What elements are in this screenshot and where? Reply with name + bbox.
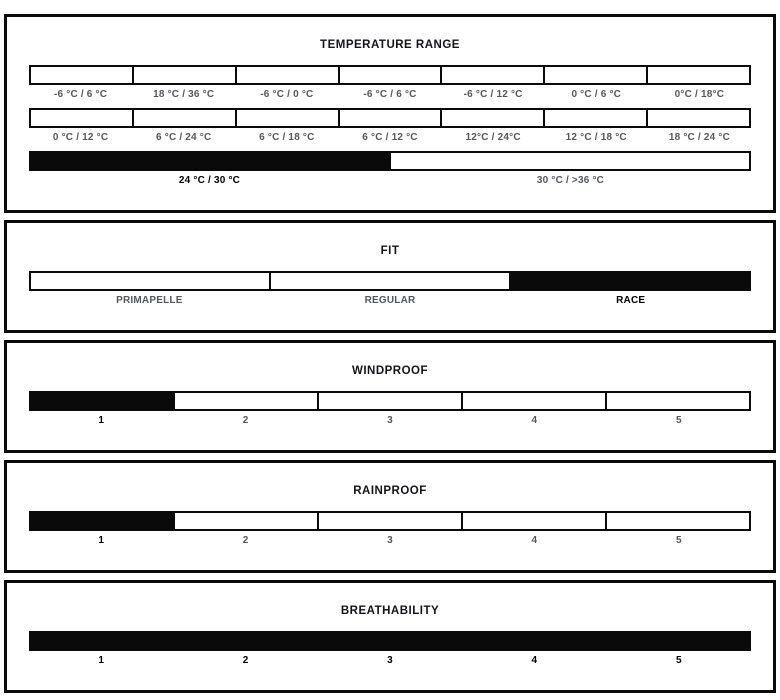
scale-cell-label: -6 °C / 12 °C bbox=[463, 89, 523, 100]
scale-cell-label: 3 bbox=[387, 535, 393, 546]
scale-cell-label: 3 bbox=[387, 655, 393, 666]
scale-cell-label: RACE bbox=[616, 295, 646, 306]
scale-cell-label: 4 bbox=[531, 655, 538, 666]
scale-cell bbox=[29, 108, 134, 128]
scale-cell-label: 12 °C / 18 °C bbox=[565, 132, 627, 143]
scale-cell-label: 4 bbox=[531, 415, 538, 426]
section-title: BREATHABILITY bbox=[340, 605, 440, 617]
scale-cell-selected bbox=[605, 631, 751, 651]
scale-cell-label: 1 bbox=[98, 535, 105, 546]
scale-cell bbox=[29, 65, 134, 85]
scale-labels bbox=[29, 89, 751, 101]
scale-cell-selected bbox=[173, 631, 319, 651]
scale-cell bbox=[440, 65, 545, 85]
scale-labels bbox=[29, 655, 751, 667]
scale-cell-label: 2 bbox=[242, 415, 249, 426]
scale-cell-label: 2 bbox=[242, 655, 249, 666]
scale-cell-label: PRIMAPELLE bbox=[116, 295, 183, 306]
scale-cell-selected bbox=[29, 511, 175, 531]
scale-cell bbox=[317, 391, 463, 411]
scale-cell bbox=[132, 65, 237, 85]
scale-cell-label: 1 bbox=[98, 415, 105, 426]
scale-cell-selected bbox=[509, 271, 751, 291]
scale-cell bbox=[29, 271, 271, 291]
scale-cell-label: 30 °C / >36 °C bbox=[536, 175, 605, 186]
scale-bar bbox=[29, 108, 751, 128]
section-fit bbox=[4, 220, 776, 333]
scale-labels bbox=[29, 132, 751, 144]
scale-labels bbox=[29, 295, 751, 307]
section-breathability bbox=[4, 580, 776, 693]
scale-rows bbox=[7, 391, 773, 450]
scale-bar bbox=[29, 511, 751, 531]
scale-cell-selected bbox=[317, 631, 463, 651]
scale-cell-label: 5 bbox=[675, 655, 682, 666]
section-windproof bbox=[4, 340, 776, 453]
scale-cell bbox=[132, 108, 237, 128]
scale-cell bbox=[543, 108, 648, 128]
scale-cell-label: 18 °C / 24 °C bbox=[668, 132, 730, 143]
scale-bar bbox=[29, 391, 751, 411]
scale-cell-label: 6 °C / 12 °C bbox=[362, 132, 418, 143]
scale-cell bbox=[173, 511, 319, 531]
scale-rows bbox=[7, 631, 773, 690]
scale-bar bbox=[29, 65, 751, 85]
scale-rows bbox=[7, 511, 773, 570]
scale-cell bbox=[543, 65, 648, 85]
section-title: WINDPROOF bbox=[351, 365, 429, 377]
scale-cell bbox=[461, 511, 607, 531]
scale-cell bbox=[440, 108, 545, 128]
scale-cell-label: 6 °C / 24 °C bbox=[156, 132, 212, 143]
section-title: TEMPERATURE RANGE bbox=[320, 39, 460, 51]
scale-cell-label: 6 °C / 18 °C bbox=[259, 132, 315, 143]
scale-cell-label: -6 °C / 6 °C bbox=[53, 89, 108, 100]
scale-cell bbox=[235, 65, 340, 85]
scale-bar bbox=[29, 271, 751, 291]
scale-cell bbox=[269, 271, 511, 291]
scale-cell-label: 18 °C / 36 °C bbox=[153, 89, 215, 100]
scale-cell-selected bbox=[29, 391, 175, 411]
scale-cell-label: 0 °C / 6 °C bbox=[571, 89, 622, 100]
scale-cell bbox=[338, 108, 443, 128]
scale-cell-label: 3 bbox=[387, 415, 393, 426]
scale-cell-label: -6 °C / 0 °C bbox=[260, 89, 314, 100]
scale-labels bbox=[29, 175, 751, 187]
scale-cell-label: -6 °C / 6 °C bbox=[363, 89, 417, 100]
scale-rows bbox=[7, 65, 773, 210]
scale-rows bbox=[7, 271, 773, 330]
scale-cell-label: 0°C / 18°C bbox=[674, 89, 725, 100]
scale-cell bbox=[173, 391, 319, 411]
scale-cell bbox=[235, 108, 340, 128]
scale-cell bbox=[338, 65, 443, 85]
section-title: RAINPROOF bbox=[353, 485, 427, 497]
scale-cell-label: 5 bbox=[675, 535, 682, 546]
scale-labels bbox=[29, 415, 751, 427]
scale-cell-label: REGULAR bbox=[364, 295, 416, 306]
scale-cell-label: 12°C / 24°C bbox=[465, 132, 521, 143]
scale-cell bbox=[461, 391, 607, 411]
scale-labels bbox=[29, 535, 751, 547]
scale-cell bbox=[389, 151, 751, 171]
section-title: FIT bbox=[380, 245, 400, 257]
scale-cell-label: 5 bbox=[675, 415, 682, 426]
scale-cell-selected bbox=[461, 631, 607, 651]
scale-cell-label: 0 °C / 12 °C bbox=[52, 132, 109, 143]
scale-cell-label: 2 bbox=[242, 535, 249, 546]
scale-cell bbox=[317, 511, 463, 531]
section-rainproof bbox=[4, 460, 776, 573]
scale-cell bbox=[605, 391, 751, 411]
scale-bar bbox=[29, 631, 751, 651]
scale-cell bbox=[605, 511, 751, 531]
scale-cell bbox=[646, 65, 751, 85]
scale-cell-label: 1 bbox=[98, 655, 105, 666]
scale-cell-label: 4 bbox=[531, 535, 538, 546]
scale-bar bbox=[29, 151, 751, 171]
scale-cell-selected bbox=[29, 151, 391, 171]
scale-cell-selected bbox=[29, 631, 175, 651]
scale-cell bbox=[646, 108, 751, 128]
scale-cell-label: 24 °C / 30 °C bbox=[178, 175, 241, 186]
section-temperature-range bbox=[4, 14, 776, 213]
